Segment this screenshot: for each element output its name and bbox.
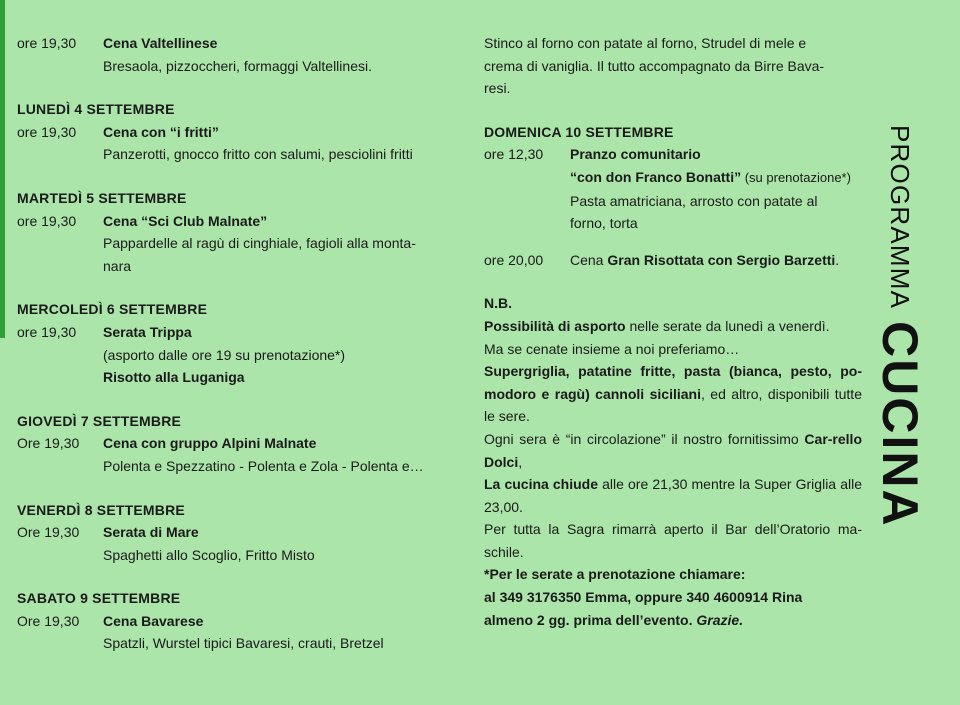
event-time: ore 19,30 [17, 323, 77, 340]
side-title-programma: PROGRAMMA [885, 125, 916, 310]
note-bold: Supergriglia, patatine fritte, pasta (bianca, pesto, po-modoro e ragù) cannoli siciliani [484, 363, 862, 402]
note-carrello [484, 428, 862, 473]
event-extra: Risotto alla Luganiga [103, 369, 245, 386]
day-block-sunday [484, 121, 862, 272]
event-details: Panzerotti, gnocco fritto con salumi, pesciolini fritti [103, 146, 413, 163]
event-title: Cena “Sci Club Malnate” [103, 212, 268, 229]
event-row [17, 321, 467, 344]
event-details: (asporto dalle ore 19 su prenotazione*) [103, 346, 346, 363]
day-title: MARTEDÌ 5 SETTEMBRE [17, 189, 187, 206]
note-text: Ogni sera è “in circolazione” il nostro fornitissimo [484, 430, 805, 447]
note-bar: Per tutta la Sagra rimarrà aperto il Bar dell’Oratorio ma-schile. [484, 521, 862, 560]
notes-title: N.B. [484, 295, 512, 312]
right-column [484, 32, 862, 631]
event-subtitle [484, 166, 862, 190]
day-block [17, 187, 467, 277]
note-phone: al 349 3176350 Emma, oppure 340 4600914 Rina [484, 589, 803, 606]
day-title: LUNEDÌ 4 SETTEMBRE [17, 101, 175, 118]
event-time: ore 19,30 [17, 212, 77, 229]
day-block [17, 98, 467, 166]
note-cucina [484, 473, 862, 518]
note-thanks: Grazie. [696, 611, 744, 628]
note-bold: La cucina chiude [484, 476, 599, 493]
event-row [17, 432, 467, 455]
day-block [17, 587, 467, 655]
note-text: nelle serate da lunedì a venerdì. [625, 317, 830, 334]
event-time: Ore 19,30 [17, 435, 80, 452]
event-row [17, 32, 467, 55]
note-when [484, 609, 862, 632]
event-details: nara [103, 257, 132, 274]
note-text: , [518, 453, 523, 470]
event-row [17, 610, 467, 633]
day-title: VENERDÌ 8 SETTEMBRE [17, 501, 185, 518]
note-text: alle ore 21,30 mentre la Super Griglia alle 23,00. [484, 476, 862, 515]
event-title: Serata Trippa [103, 323, 192, 340]
event-details: Polenta e Spezzatino - Polenta e Zola - Polenta e… [103, 457, 424, 474]
event-details: Bresaola, pizzoccheri, formaggi Valtellinesi. [103, 57, 372, 74]
text-line: crema di vaniglia. Il tutto accompagnato da Birre Bava- [484, 57, 825, 74]
text-line: Stinco al forno con patate al forno, Strudel di mele e [484, 35, 807, 51]
event-title: Serata di Mare [103, 524, 199, 541]
continuation-text [484, 32, 862, 100]
note-preferiamo: Ma se cenate insieme a noi preferiamo… [484, 340, 740, 357]
day-block [17, 499, 467, 567]
event-time: ore 19,30 [17, 35, 77, 51]
event-title: Pranzo comunitario [570, 146, 701, 163]
event-row [484, 143, 862, 166]
note-griglia [484, 360, 862, 428]
note-prenotazione-title: *Per le serate a prenotazione chiamare: [484, 566, 746, 583]
day-title: MERCOLEDÌ 6 SETTEMBRE [17, 301, 208, 318]
event-title: Cena con “i fritti” [103, 123, 219, 140]
side-title [865, 125, 935, 575]
day-block [17, 32, 467, 77]
event-title-host: “con don Franco Bonatti” [570, 168, 742, 185]
note-bold: Car-rello Dolci [484, 430, 862, 470]
day-title: SABATO 9 SETTEMBRE [17, 590, 181, 607]
event-details: Pasta amatriciana, arrosto con patate al [570, 192, 818, 209]
side-title-cucina: CUCINA [872, 321, 928, 528]
event-row [17, 121, 467, 144]
event-details: Spaghetti allo Scoglio, Fritto Misto [103, 546, 315, 563]
day-block [17, 298, 467, 388]
notes-block [484, 292, 862, 631]
event-row [17, 521, 467, 544]
event-time: ore 12,30 [484, 146, 544, 163]
side-title-rotated [865, 125, 935, 575]
text-line: resi. [484, 80, 511, 97]
event-title: Cena Bavarese [103, 612, 204, 629]
day-title: GIOVEDÌ 7 SETTEMBRE [17, 412, 182, 429]
event-row [17, 210, 467, 233]
event-time: ore 20,00 [484, 251, 544, 268]
event-details: forno, torta [570, 215, 638, 232]
left-column [17, 32, 467, 655]
note-text: , ed altro, disponibili tutte le sere. [484, 385, 862, 425]
note-bold: Possibilità di asporto [484, 317, 626, 334]
event-suffix: . [835, 251, 840, 268]
event-details: Pappardelle al ragù di cinghiale, fagioli alla monta- [103, 235, 416, 252]
event-title: Gran Risottata con Sergio Barzetti [607, 251, 836, 268]
day-title: DOMENICA 10 SETTEMBRE [484, 123, 674, 140]
event-time: ore 19,30 [17, 123, 77, 140]
note-asporto [484, 315, 862, 338]
event-details: Spatzli, Wurstel tipici Bavaresi, crauti, Bretzel [103, 635, 384, 652]
day-block [17, 410, 467, 478]
event-time: Ore 19,30 [17, 612, 80, 629]
note-bold: almeno 2 gg. prima dell’evento. [484, 611, 697, 628]
accent-bar [0, 0, 5, 338]
event-title: Cena con gruppo Alpini Malnate [103, 435, 317, 452]
event-title-line [570, 249, 862, 272]
event-title: Cena Valtellinese [103, 35, 218, 51]
event-time: Ore 19,30 [17, 524, 80, 541]
event-row [484, 249, 862, 272]
event-prefix: Cena [570, 251, 608, 268]
event-note: (su prenotazione*) [741, 169, 851, 185]
